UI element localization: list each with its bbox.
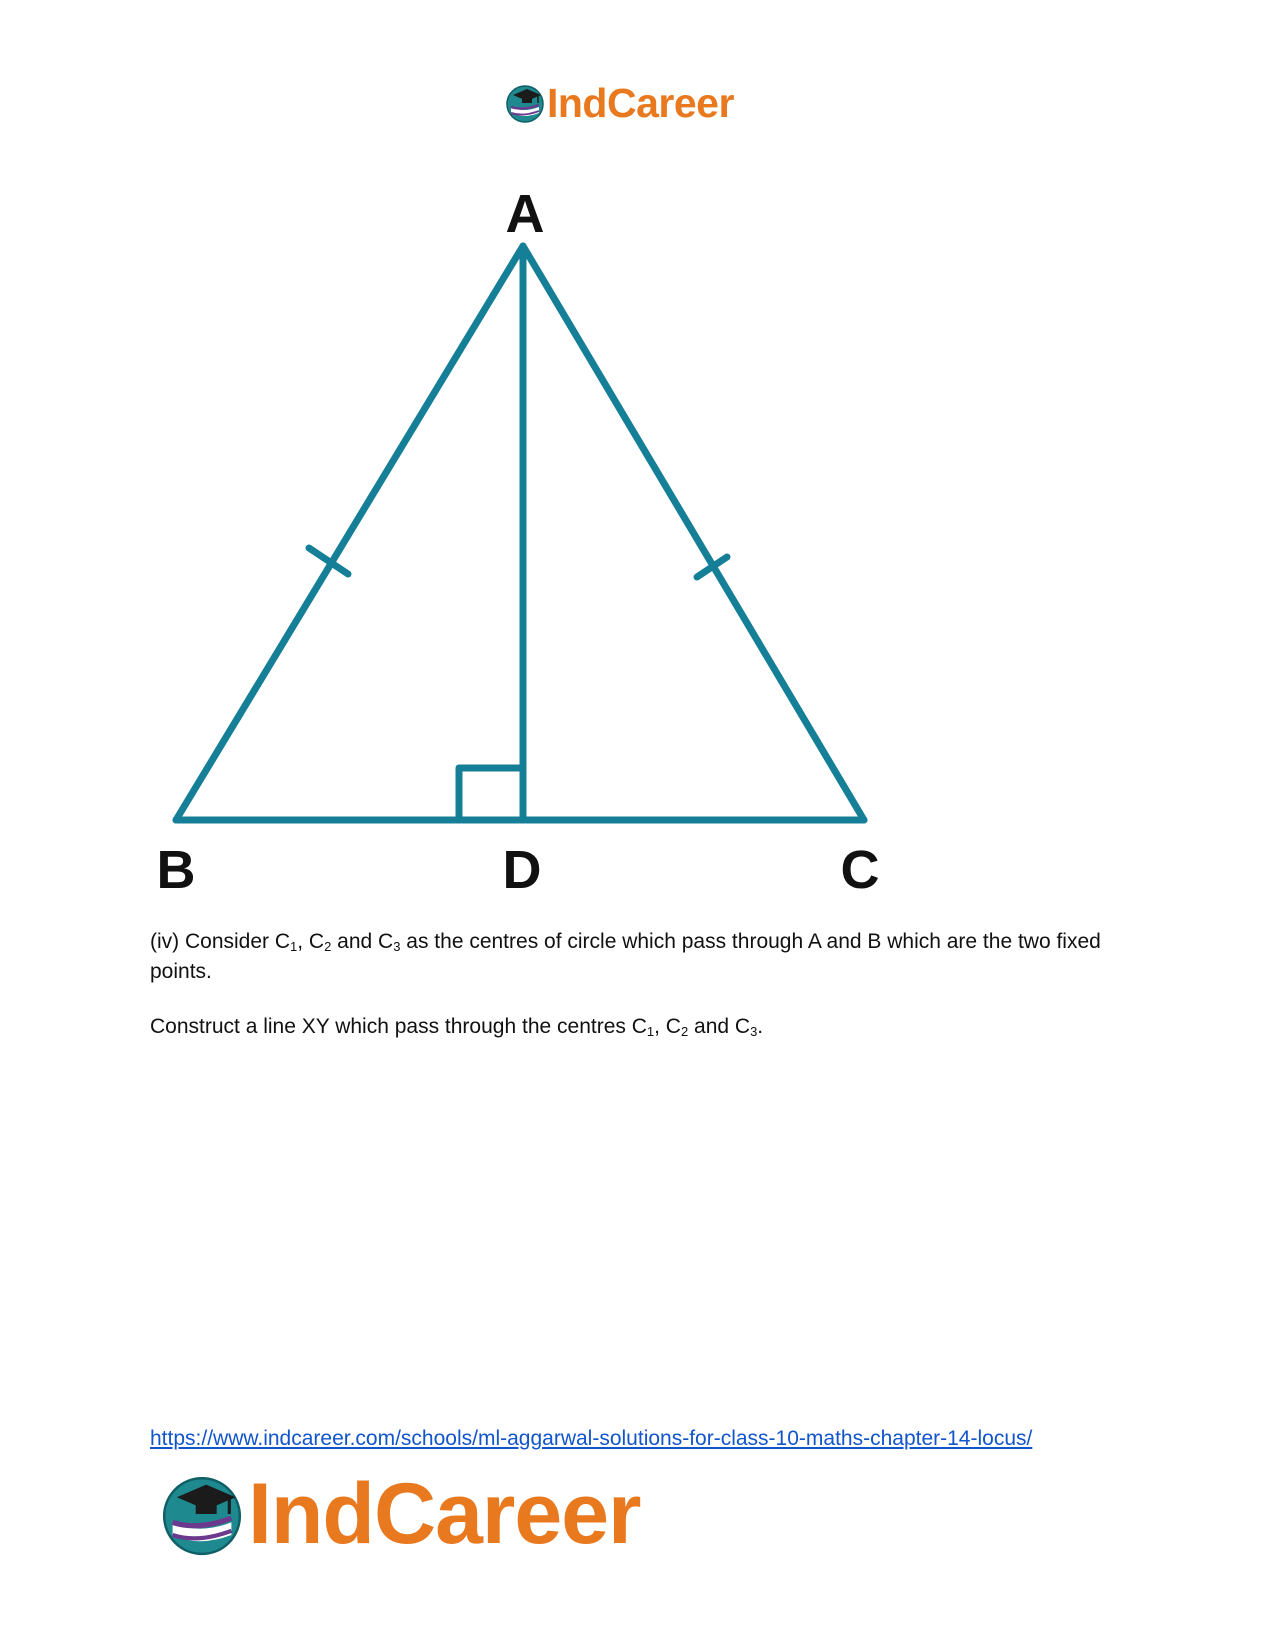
para2-subscript-3: 3 [750,1024,758,1039]
para1-text-4: as the centres of circle which pass through A and B which are the two fixed points. [150,930,1101,983]
para2-text-3: and C [688,1015,751,1038]
construct-line-paragraph [150,1012,1110,1042]
logo-wordmark: IndCareer [547,79,734,126]
vertex-label-c: C [840,840,880,900]
para1-text-3: and C [331,930,394,953]
para2-subscript-2: 2 [680,1024,689,1039]
footer-logo [160,1468,641,1560]
right-angle-marker [459,768,523,820]
para1-subscript-2: 2 [324,939,332,954]
vertex-label-b: B [156,840,196,900]
para1-text-1: (iv) Consider C [150,930,291,953]
side-ab [176,246,523,820]
para1-subscript-3: 3 [393,939,401,954]
side-ac [523,246,864,820]
vertex-label-a: A [505,184,545,244]
source-url-link[interactable]: https://www.indcareer.com/schools/ml-aggarwal-solutions-for-class-10-maths-chapter-14-locus/ [150,1427,1033,1450]
para2-subscript-1: 1 [646,1024,655,1039]
para2-text-2: , C [654,1015,681,1038]
logo-wordmark: IndCareer [248,1466,641,1562]
para2-text-4: . [757,1015,764,1038]
para1-subscript-1: 1 [290,939,298,954]
para1-text-2: , C [297,930,325,953]
para2-text-1: Construct a line XY which pass through the centres C [150,1015,647,1038]
graduation-cap-book-globe-icon [160,1472,244,1556]
vertex-label-d: D [502,840,542,900]
step-iv-paragraph [150,927,1110,987]
